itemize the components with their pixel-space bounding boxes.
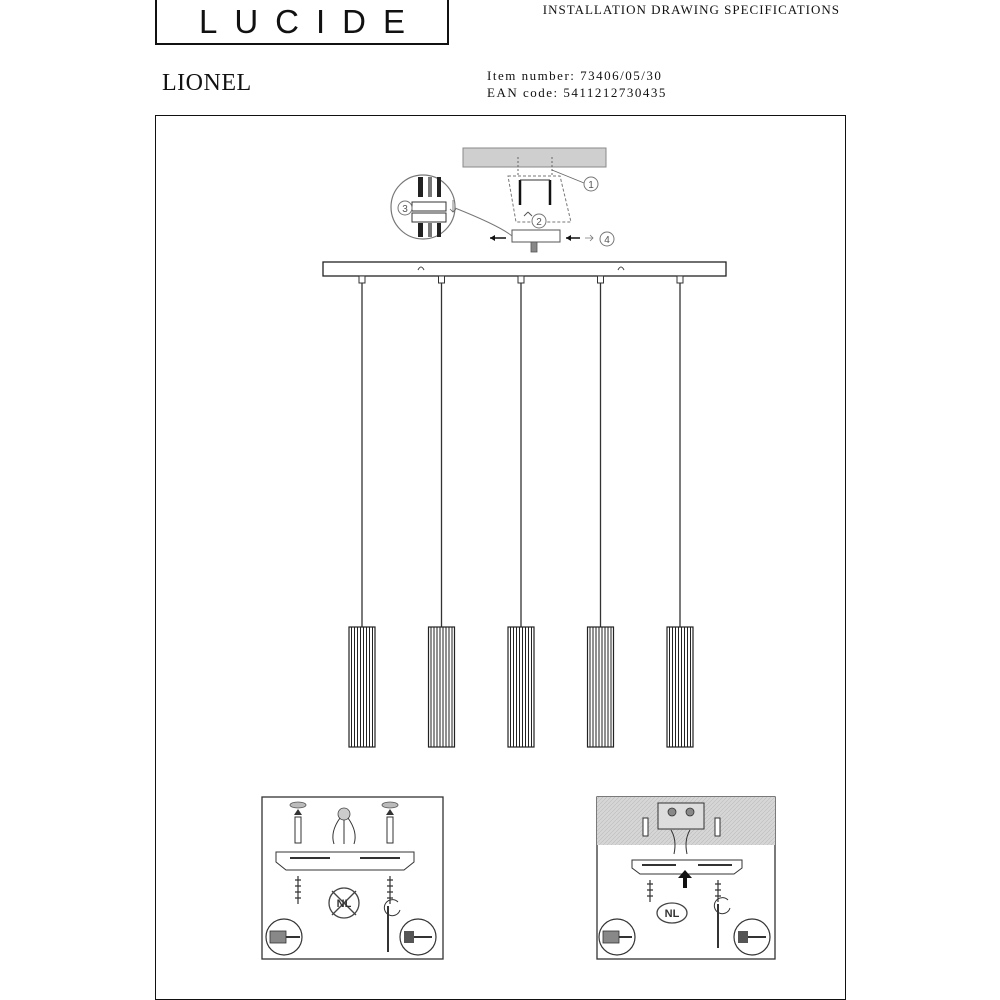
mounting-bracket	[512, 230, 560, 242]
callout-3: 3	[402, 204, 408, 215]
wire-connector-inset	[391, 175, 512, 239]
pendant-group	[349, 276, 693, 747]
ceiling-mount-detail	[463, 148, 614, 252]
logo-text: LUCIDE	[198, 3, 423, 40]
item-number-label: Item number:	[487, 68, 576, 83]
canopy-bar	[323, 262, 726, 276]
ean-code-label: EAN code:	[487, 85, 559, 100]
pendant-shade	[508, 627, 534, 747]
document-title: INSTALLATION DRAWING SPECIFICATIONS	[542, 2, 840, 17]
pendant-light	[508, 276, 534, 747]
callout-1: 1	[588, 180, 594, 191]
pendant-light	[349, 276, 375, 747]
correct-mounting-inset	[597, 797, 775, 959]
item-number-value: 73406/05/30	[580, 68, 663, 83]
pendant-shade	[667, 627, 693, 747]
pendant-light	[667, 276, 693, 747]
incorrect-mounting-inset	[262, 797, 443, 959]
pendant-shade	[588, 627, 614, 747]
warning-badge-text: NL	[336, 898, 352, 910]
ok-badge-text: NL	[664, 908, 680, 920]
callout-2: 2	[536, 217, 542, 228]
ceiling-plate	[463, 148, 606, 167]
product-name: LIONEL	[162, 70, 252, 96]
ean-code-value: 5411212730435	[563, 85, 667, 100]
callout-4: 4	[604, 235, 610, 246]
pendant-shade	[429, 627, 455, 747]
pendant-light	[588, 276, 614, 747]
pendant-light	[429, 276, 455, 747]
pendant-shade	[349, 627, 375, 747]
